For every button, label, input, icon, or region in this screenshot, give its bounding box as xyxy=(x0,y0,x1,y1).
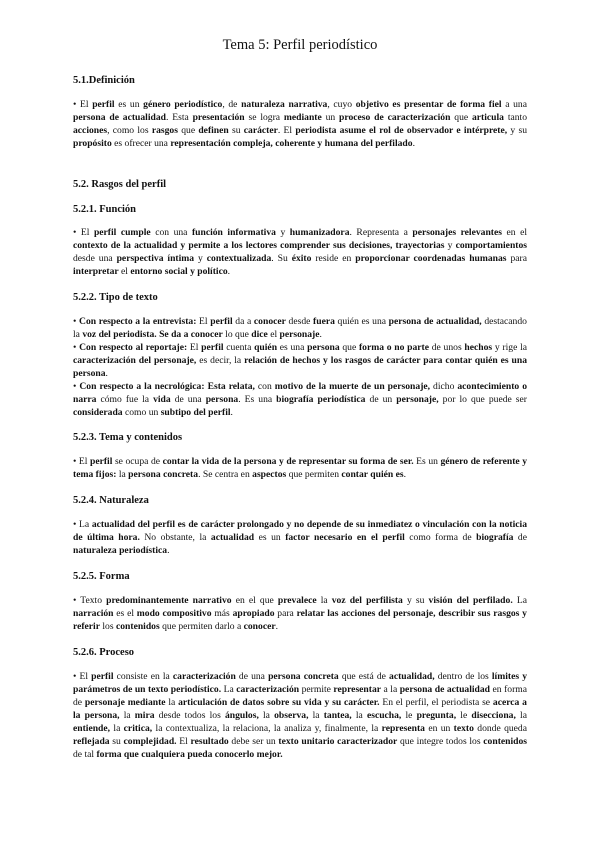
document-title: Tema 5: Perfil periodístico xyxy=(222,37,378,53)
section-heading-funcion: 5.2.1. Función xyxy=(73,204,137,215)
section-heading-definicion: 5.1.Definición xyxy=(73,75,135,86)
paragraph-tipo-necrologica: • Con respecto a la necrológica: Esta relata, con motivo de la muerte de un personaje, dicho acontecimiento o narra cómo fue la vida de una persona. Es una biografía periodística de un personaje, por lo que puede ser considerada como un subtipo del perfil. xyxy=(73,381,527,418)
paragraph-tipo-entrevista: • Con respecto a la entrevista: El perfil da a conocer desde fuera quién es una persona de actualidad, destacando la voz del periodista. Se da a conocer lo que dice el personaje. xyxy=(73,316,527,340)
section-heading-proceso: 5.2.6. Proceso xyxy=(73,647,135,658)
paragraph-funcion: • El perfil cumple con una función informativa y humanizadora. Representa a personajes relevantes en el contexto de la actualidad y permite a los lectores comprender sus decisiones, trayectorias y comportamientos desde una perspectiva íntima y contextualizada. Su éxito reside en proporcionar coordenadas humanas para interpretar el entorno social y político. xyxy=(73,227,527,277)
paragraph-definicion: • El perfil es un género periodístico, de naturaleza narrativa, cuyo objetivo es presentar de forma fiel a una persona de actualidad. Esta presentación se logra mediante un proceso de caracterización que articula tanto acciones, como los rasgos que definen su carácter. El periodista asume el rol de observador e intérprete, y su propósito es ofrecer una representación compleja, coherente y humana del perfilado. xyxy=(73,99,527,149)
paragraph-forma: • Texto predominantemente narrativo en el que prevalece la voz del perfilista y su visión del perfilado. La narración es el modo compositivo más apropiado para relatar las acciones del personaje, describir sus rasgos y referir los contenidos que permiten darlo a conocer. xyxy=(73,595,527,632)
paragraph-tema: • El perfil se ocupa de contar la vida de la persona y de representar su forma de ser. Es un género de referente y tema fijos: la persona concreta. Se centra en aspectos que permiten contar quién es. xyxy=(73,456,527,480)
section-heading-forma: 5.2.5. Forma xyxy=(73,571,130,582)
paragraph-proceso: • El perfil consiste en la caracterización de una persona concreta que está de actualidad, dentro de los límites y parámetros de un texto periodístico. La caracterización permite representar a la persona de actualidad en forma de personaje mediante la articulación de datos sobre su vida y su carácter. En el perfil, el periodista se acerca a la persona, la mira desde todos los ángulos, la observa, la tantea, la escucha, le pregunta, le disecciona, la entiende, la critica, la contextualiza, la relaciona, la analiza y, finalmente, la representa en un texto donde queda reflejada su complejidad. El resultado debe ser un texto unitario caracterizador que integre todos los contenidos de tal forma que cualquiera pueda conocerlo mejor. xyxy=(73,671,528,760)
paragraph-tipo-reportaje: • Con respecto al reportaje: El perfil cuenta quién es una persona que forma o no parte de unos hechos y rige la caracterización del personaje, es decir, la relación de hechos y los rasgos de carácter para contar quién es una persona. xyxy=(73,342,528,379)
paragraph-naturaleza: • La actualidad del perfil es de carácter prolongado y no depende de su inmediatez o vinculación con la noticia de última hora. No obstante, la actualidad es un factor necesario en el perfil como forma de biografía de naturaleza periodística. xyxy=(73,519,527,556)
section-heading-tema: 5.2.3. Tema y contenidos xyxy=(73,432,183,443)
section-heading-naturaleza: 5.2.4. Naturaleza xyxy=(73,495,149,506)
section-heading-rasgos: 5.2. Rasgos del perfil xyxy=(73,179,167,190)
section-heading-tipo-de-texto: 5.2.2. Tipo de texto xyxy=(73,292,158,303)
